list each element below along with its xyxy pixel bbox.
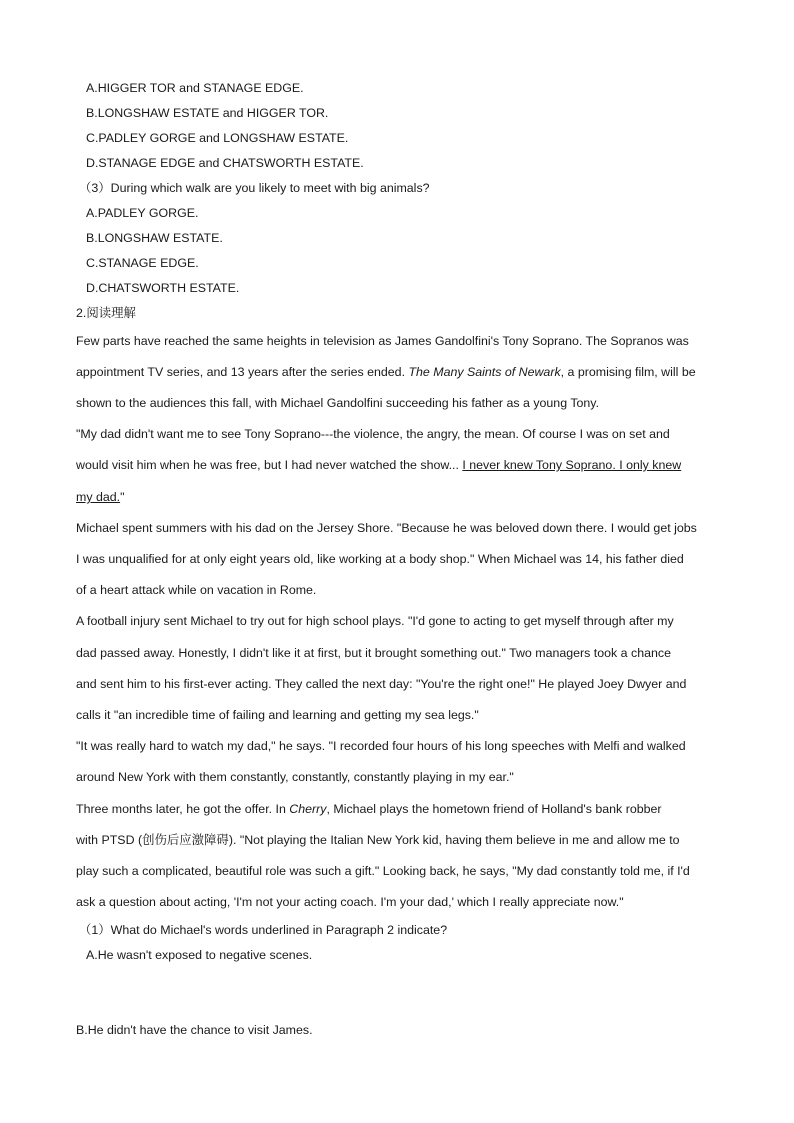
option-c: C.STANAGE EDGE. <box>86 256 199 270</box>
option-b: B.He didn't have the chance to visit James. <box>76 1023 313 1037</box>
passage-line: of a heart attack while on vacation in Rome. <box>76 583 317 597</box>
underlined-quote: my dad. <box>76 490 121 504</box>
passage-line: Few parts have reached the same heights in television as James Gandolfini's Tony Soprano. The Sopranos was <box>76 334 689 348</box>
passage-line: with PTSD (创伤后应激障碍). "Not playing the Italian New York kid, having them believe in me and allow me to <box>76 833 680 847</box>
question-1: （1）What do Michael's words underlined in Paragraph 2 indicate? <box>79 923 448 937</box>
passage-line: ask a question about acting, 'I'm not your acting coach. I'm your dad,' which I really appreciate now." <box>76 895 624 909</box>
passage-line <box>76 364 696 380</box>
passage-line: "My dad didn't want me to see Tony Soprano---the violence, the angry, the mean. Of course I was on set and <box>76 427 670 441</box>
passage-line: calls it "an incredible time of failing and learning and getting my sea legs." <box>76 708 479 722</box>
passage-line: dad passed away. Honestly, I didn't like it at first, but it brought something out." Two managers took a chance <box>76 646 671 660</box>
passage-line: Michael spent summers with his dad on the Jersey Shore. "Because he was beloved down there. I would get jobs <box>76 521 697 535</box>
underlined-quote: I never knew Tony Soprano. I only knew <box>462 458 682 472</box>
text-segment: , a promising film, will be <box>560 365 696 379</box>
option-c: C.PADLEY GORGE and LONGSHAW ESTATE. <box>86 131 349 145</box>
option-b: B.LONGSHAW ESTATE. <box>86 231 223 245</box>
passage-line: play such a complicated, beautiful role was such a gift." Looking back, he says, "My dad constantly told me, if I'd <box>76 864 690 878</box>
passage-line <box>76 801 662 817</box>
passage-line: I was unqualified for at only eight years old, like working at a body shop." When Michael was 14, his father died <box>76 552 684 566</box>
question-3: （3）During which walk are you likely to meet with big animals? <box>79 181 430 195</box>
text-segment: " <box>120 490 125 504</box>
text-segment: appointment TV series, and 13 years after the series ended. <box>76 365 409 379</box>
passage-line: A football injury sent Michael to try out for high school plays. "I'd gone to acting to get myself through after my <box>76 614 674 628</box>
passage-line: "It was really hard to watch my dad," he says. "I recorded four hours of his long speeches with Melfi and walked <box>76 739 686 753</box>
option-d: D.STANAGE EDGE and CHATSWORTH ESTATE. <box>86 156 364 170</box>
option-a: A.PADLEY GORGE. <box>86 206 199 220</box>
text-segment: Three months later, he got the offer. In <box>76 802 290 816</box>
passage-line: around New York with them constantly, constantly, constantly playing in my ear." <box>76 770 514 784</box>
text-segment: would visit him when he was free, but I had never watched the show... <box>76 458 463 472</box>
option-a: A.He wasn't exposed to negative scenes. <box>86 948 313 962</box>
option-b: B.LONGSHAW ESTATE and HIGGER TOR. <box>86 106 329 120</box>
text-segment: , Michael plays the hometown friend of Holland's bank robber <box>326 802 662 816</box>
option-d: D.CHATSWORTH ESTATE. <box>86 281 240 295</box>
passage-line: and sent him to his first-ever acting. They called the next day: "You're the right one!" He played Joey Dwyer and <box>76 677 687 691</box>
passage-line: shown to the audiences this fall, with Michael Gandolfini succeeding his father as a young Tony. <box>76 396 600 410</box>
passage-line <box>76 489 124 505</box>
film-title: The Many Saints of Newark <box>408 365 561 379</box>
section-heading: 2.阅读理解 <box>76 306 136 320</box>
option-a: A.HIGGER TOR and STANAGE EDGE. <box>86 81 304 95</box>
passage-line <box>76 457 681 473</box>
film-title: Cherry <box>289 802 327 816</box>
